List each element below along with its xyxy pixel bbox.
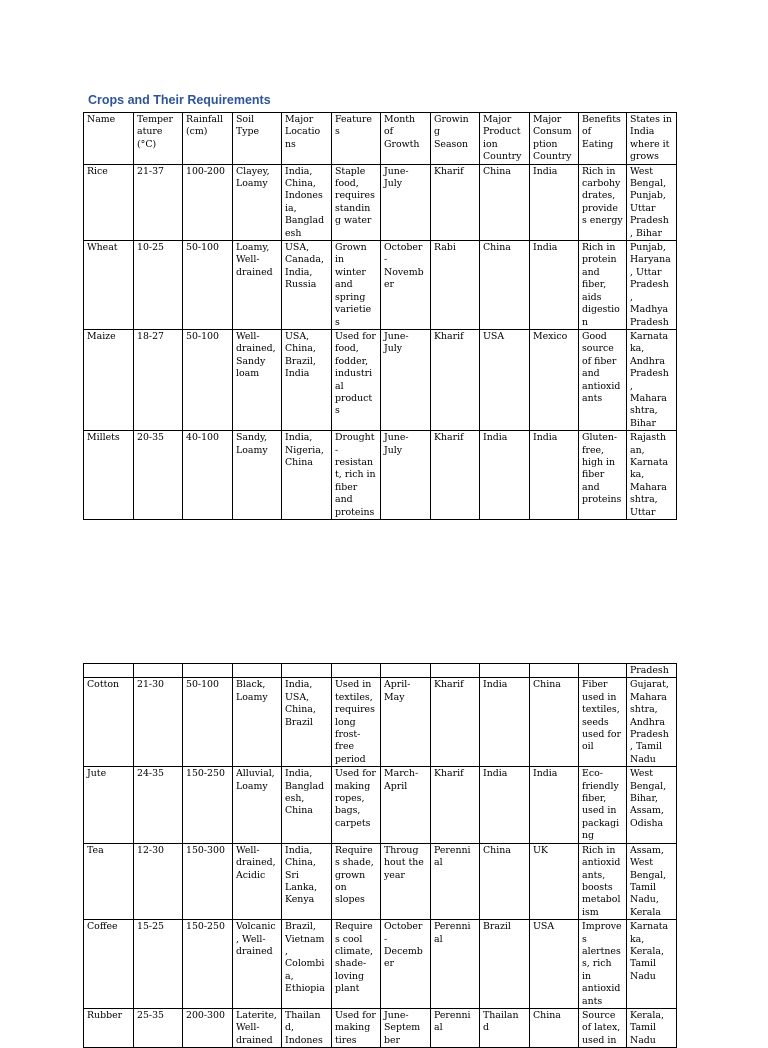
table-cell: 50-100 [183, 329, 233, 430]
table-cell [134, 664, 183, 678]
table-row [84, 241, 677, 330]
table-cell: Cotton [84, 678, 134, 767]
table-cell: Jute [84, 767, 134, 843]
table-cell [530, 664, 579, 678]
table-cell: India, Nigeria, China [282, 431, 332, 520]
table-cell: China [530, 678, 579, 767]
table-cell: Karnata ka, Andhra Pradesh , Mahara shtra, Bihar [627, 329, 677, 430]
table-cell: 150-250 [183, 920, 233, 1009]
table-cell [480, 664, 530, 678]
table-row [84, 767, 677, 843]
table-cell: Millets [84, 431, 134, 520]
table-cell: China [480, 241, 530, 330]
table-cell: States in India where it grows [627, 113, 677, 165]
table-cell: Growin g Season [431, 113, 480, 165]
table-cell: Alluvial, Loamy [233, 767, 282, 843]
table-cell: 40-100 [183, 431, 233, 520]
table-cell: Fiber used in textiles, seeds used for oil [579, 678, 627, 767]
table-cell: 150-250 [183, 767, 233, 843]
table-cell: Assam, West Bengal, Tamil Nadu, Kerala [627, 843, 677, 919]
table-cell: April- May [381, 678, 431, 767]
table-cell: UK [530, 843, 579, 919]
table-cell: Mexico [530, 329, 579, 430]
table-cell: Source of latex, used in [579, 1008, 627, 1047]
table-cell: October - Novemb er [381, 241, 431, 330]
table-cell: Throug hout the year [381, 843, 431, 919]
table-cell: USA [530, 920, 579, 1009]
table-cell: Drought - resistan t, rich in fiber and proteins [332, 431, 381, 520]
table-cell: India [530, 767, 579, 843]
table-cell: Karnata ka, Kerala, Tamil Nadu [627, 920, 677, 1009]
table-continuation-row [84, 664, 677, 678]
table-cell: June- July [381, 431, 431, 520]
table-cell: 15-25 [134, 920, 183, 1009]
table-cell: Pradesh [627, 664, 677, 678]
table-cell: Used in textiles, requires long frost- free period [332, 678, 381, 767]
table-cell: Volcanic , Well- drained [233, 920, 282, 1009]
table-row [84, 329, 677, 430]
table-cell: Gluten- free, high in fiber and proteins [579, 431, 627, 520]
table-cell: West Bengal, Bihar, Assam, Odisha [627, 767, 677, 843]
table-cell: Wheat [84, 241, 134, 330]
table-cell: India [480, 678, 530, 767]
table-cell: Perenni al [431, 843, 480, 919]
table-cell: 50-100 [183, 678, 233, 767]
table-cell: Thailan d, Indones [282, 1008, 332, 1047]
table-cell: Temper ature (°C) [134, 113, 183, 165]
table-cell: Loamy, Well- drained [233, 241, 282, 330]
table-cell: March- April [381, 767, 431, 843]
table-header-row [84, 113, 677, 165]
table-cell: Grown in winter and spring varietie s [332, 241, 381, 330]
table-cell: Brazil, Vietnam , Colombi a, Ethiopia [282, 920, 332, 1009]
table-cell: USA [480, 329, 530, 430]
table-cell: Kharif [431, 329, 480, 430]
table-cell: Name [84, 113, 134, 165]
table-cell: Rajasth an, Karnata ka, Mahara shtra, Uttar [627, 431, 677, 520]
table-cell [183, 664, 233, 678]
table-cell: 25-35 [134, 1008, 183, 1047]
table-cell [579, 664, 627, 678]
table-cell [282, 664, 332, 678]
table-cell: Sandy, Loamy [233, 431, 282, 520]
table-cell: Rich in carbohy drates, provide s energy [579, 164, 627, 240]
table-cell: Thailan d [480, 1008, 530, 1047]
table-cell: India [530, 164, 579, 240]
table-cell: Laterite, Well- drained [233, 1008, 282, 1047]
table-cell: USA, China, Brazil, India [282, 329, 332, 430]
table-cell [381, 664, 431, 678]
table-cell: Kharif [431, 431, 480, 520]
table-cell: China [480, 843, 530, 919]
table-cell: India [530, 241, 579, 330]
table-cell: Eco- friendly fiber, used in packagi ng [579, 767, 627, 843]
table-cell: June- July [381, 329, 431, 430]
table-cell: India [480, 767, 530, 843]
table-cell: Rice [84, 164, 134, 240]
table-cell: Major Product ion Country [480, 113, 530, 165]
table-cell: Kharif [431, 767, 480, 843]
table-cell: 10-25 [134, 241, 183, 330]
table-cell: India, China, Sri Lanka, Kenya [282, 843, 332, 919]
table-cell: 12-30 [134, 843, 183, 919]
table-cell: Good source of fiber and antioxid ants [579, 329, 627, 430]
table-cell: Used for food, fodder, industri al product s [332, 329, 381, 430]
table-cell: Soil Type [233, 113, 282, 165]
table-cell: Perenni al [431, 920, 480, 1009]
table-cell: Used for making ropes, bags, carpets [332, 767, 381, 843]
table-cell [431, 664, 480, 678]
table-cell: Rubber [84, 1008, 134, 1047]
table-cell: Perenni al [431, 1008, 480, 1047]
table-cell: Rabi [431, 241, 480, 330]
table-cell: 18-27 [134, 329, 183, 430]
document-title: Crops and Their Requirements [88, 93, 271, 107]
table-cell: Punjab, Haryana , Uttar Pradesh , Madhya Pradesh [627, 241, 677, 330]
table-cell: India [530, 431, 579, 520]
table-cell: Require s shade, grown on slopes [332, 843, 381, 919]
table-cell: Maize [84, 329, 134, 430]
table-cell: 200-300 [183, 1008, 233, 1047]
table-cell: Well- drained, Acidic [233, 843, 282, 919]
table-cell: 24-35 [134, 767, 183, 843]
table-cell: India, Banglad esh, China [282, 767, 332, 843]
table-cell: Tea [84, 843, 134, 919]
table-cell [84, 664, 134, 678]
table-cell: Feature s [332, 113, 381, 165]
table-cell: October - Decemb er [381, 920, 431, 1009]
table-cell: Black, Loamy [233, 678, 282, 767]
table-cell: Major Consum ption Country [530, 113, 579, 165]
table-cell: Require s cool climate, shade- loving plant [332, 920, 381, 1009]
table-cell: Used for making tires [332, 1008, 381, 1047]
table-cell: 21-37 [134, 164, 183, 240]
table-cell: 150-300 [183, 843, 233, 919]
table-cell: Brazil [480, 920, 530, 1009]
table-cell: Kerala, Tamil Nadu [627, 1008, 677, 1047]
table-cell: India [480, 431, 530, 520]
table-cell: Improve s alertnes s, rich in antioxid ants [579, 920, 627, 1009]
table-row [84, 164, 677, 240]
table-cell: West Bengal, Punjab, Uttar Pradesh , Bihar [627, 164, 677, 240]
table-cell: 21-30 [134, 678, 183, 767]
table-cell: Rich in antioxid ants, boosts metabol ism [579, 843, 627, 919]
crops-table-page1 [83, 112, 677, 520]
table-cell: Kharif [431, 164, 480, 240]
table-row [84, 431, 677, 520]
table-row [84, 920, 677, 1009]
table-cell: Kharif [431, 678, 480, 767]
table-cell: Well- drained, Sandy loam [233, 329, 282, 430]
table-cell: Benefits of Eating [579, 113, 627, 165]
table-cell: India, China, Indones ia, Banglad esh [282, 164, 332, 240]
table-cell: Staple food, requires standin g water [332, 164, 381, 240]
table-cell: Clayey, Loamy [233, 164, 282, 240]
table-cell: 20-35 [134, 431, 183, 520]
table-cell: June- July [381, 164, 431, 240]
table-cell: Gujarat, Mahara shtra, Andhra Pradesh , Tamil Nadu [627, 678, 677, 767]
table-cell: Major Locatio ns [282, 113, 332, 165]
table-cell: Rich in protein and fiber, aids digestio n [579, 241, 627, 330]
table-cell: China [530, 1008, 579, 1047]
table-cell: India, USA, China, Brazil [282, 678, 332, 767]
table-cell: 50-100 [183, 241, 233, 330]
table-cell: China [480, 164, 530, 240]
table-cell: June- Septem ber [381, 1008, 431, 1047]
table-cell: USA, Canada, India, Russia [282, 241, 332, 330]
table-cell: Month of Growth [381, 113, 431, 165]
table-cell: 100-200 [183, 164, 233, 240]
crops-table-page2 [83, 663, 677, 1048]
table-cell: Rainfall (cm) [183, 113, 233, 165]
table-row [84, 678, 677, 767]
table-cell [233, 664, 282, 678]
table-row [84, 1008, 677, 1047]
table-cell [332, 664, 381, 678]
table-cell: Coffee [84, 920, 134, 1009]
table-row [84, 843, 677, 919]
